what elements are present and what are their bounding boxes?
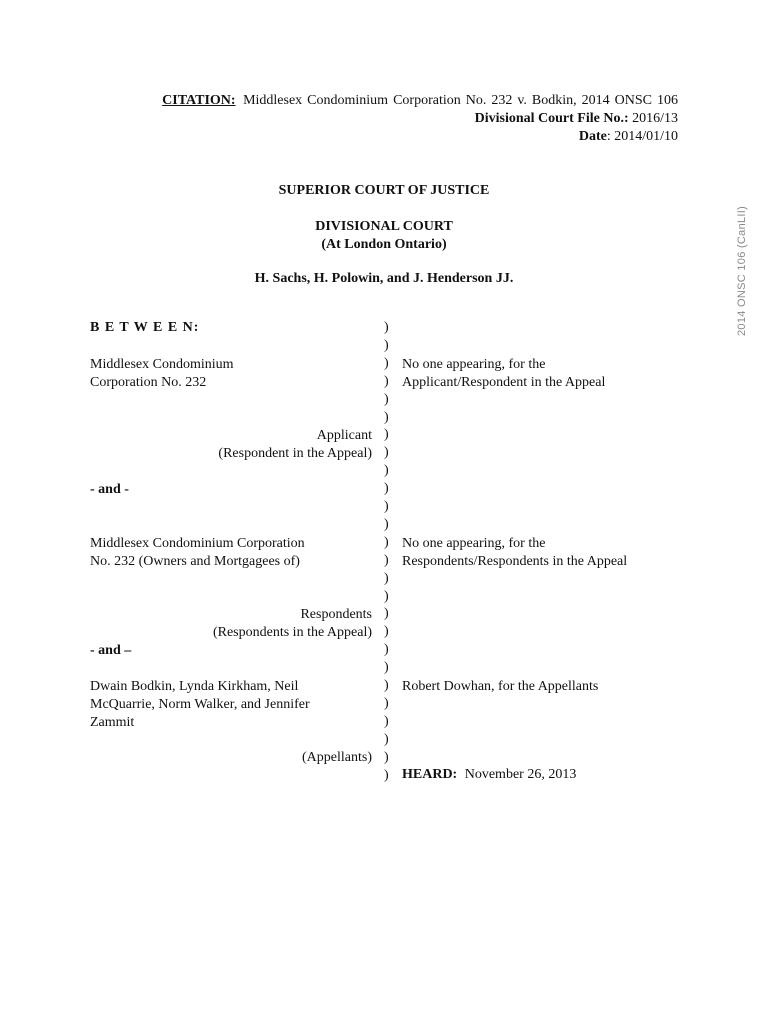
- heard-date: November 26, 2013: [464, 767, 577, 782]
- party3-name-line2: McQuarrie, Norm Walker, and Jennifer: [90, 697, 310, 712]
- party1-name-line2: Corporation No. 232: [90, 375, 207, 390]
- paren-mark: ): [384, 749, 389, 765]
- paren-mark: ): [384, 767, 389, 783]
- paren-mark: ): [384, 427, 389, 443]
- citation-label: CITATION:: [162, 93, 236, 108]
- paren-mark: ): [384, 731, 389, 747]
- paren-mark: ): [384, 713, 389, 729]
- paren-mark: ): [384, 642, 389, 658]
- party2-counsel-line1: No one appearing, for the: [402, 536, 546, 551]
- paren-mark: ): [384, 552, 389, 568]
- party1-role-appeal: (Respondent in the Appeal): [218, 446, 372, 461]
- party3-role: (Appellants): [302, 750, 372, 765]
- court-location: (At London Ontario): [321, 237, 447, 252]
- party3-counsel: Robert Dowhan, for the Appellants: [402, 679, 599, 694]
- paren-mark: ): [384, 695, 389, 711]
- paren-mark: ): [384, 570, 389, 586]
- paren-mark: ): [384, 624, 389, 640]
- date-label: Date: [578, 129, 607, 144]
- party3-name-line3: Zammit: [90, 715, 135, 730]
- file-number-value: 2016/13: [632, 111, 678, 126]
- paren-mark: ): [384, 588, 389, 604]
- heard-label: HEARD:: [402, 767, 458, 782]
- party2-name-line2: No. 232 (Owners and Mortgagees of): [90, 554, 300, 569]
- court-name: SUPERIOR COURT OF JUSTICE: [278, 183, 490, 198]
- date-line: [579, 129, 678, 145]
- canlii-watermark: 2014 ONSC 106 (CanLII): [736, 205, 748, 336]
- party1-name-line1: Middlesex Condominium: [90, 357, 234, 372]
- paren-mark: ): [384, 534, 389, 550]
- paren-mark: ): [384, 660, 389, 676]
- paren-mark: ): [384, 409, 389, 425]
- party2-role: Respondents: [300, 607, 372, 622]
- paren-mark: ): [384, 320, 389, 335]
- paren-mark: ): [384, 373, 389, 389]
- paren-mark: ): [384, 678, 389, 693]
- citation-line: [162, 93, 678, 109]
- court-division: DIVISIONAL COURT: [315, 219, 453, 234]
- paren-mark: ): [384, 337, 389, 353]
- party1-counsel-line2: Applicant/Respondent in the Appeal: [402, 375, 606, 390]
- party1-counsel-line1: No one appearing, for the: [402, 357, 546, 372]
- paren-mark: ): [384, 481, 389, 497]
- citation-text: Middlesex Condominium Corporation No. 232 v. Bodkin, 2014 ONSC 106: [243, 93, 678, 108]
- file-number-line: [475, 111, 678, 127]
- file-number-label: Divisional Court File No.:: [474, 111, 629, 126]
- and-separator-2: - and –: [90, 643, 132, 658]
- paren-mark: ): [384, 606, 389, 622]
- paren-mark: ): [384, 445, 389, 461]
- date-value: : 2014/01/10: [606, 129, 678, 144]
- party2-role-appeal: (Respondents in the Appeal): [212, 625, 372, 640]
- paren-mark: ): [384, 516, 389, 532]
- between-heading: B E T W E E N:: [90, 320, 200, 335]
- paren-mark: ): [384, 391, 389, 407]
- party3-name-line1: Dwain Bodkin, Lynda Kirkham, Neil: [90, 679, 299, 694]
- judges-line: H. Sachs, H. Polowin, and J. Henderson JJ.: [254, 271, 514, 286]
- party2-name-line1: Middlesex Condominium Corporation: [90, 536, 305, 551]
- paren-mark: ): [384, 499, 389, 514]
- heard-line: [402, 767, 576, 783]
- and-separator-1: - and -: [90, 482, 129, 497]
- paren-mark: ): [384, 355, 389, 371]
- paren-mark: ): [384, 463, 389, 479]
- party2-counsel-line2: Respondents/Respondents in the Appeal: [402, 554, 628, 569]
- party1-role: Applicant: [316, 428, 372, 443]
